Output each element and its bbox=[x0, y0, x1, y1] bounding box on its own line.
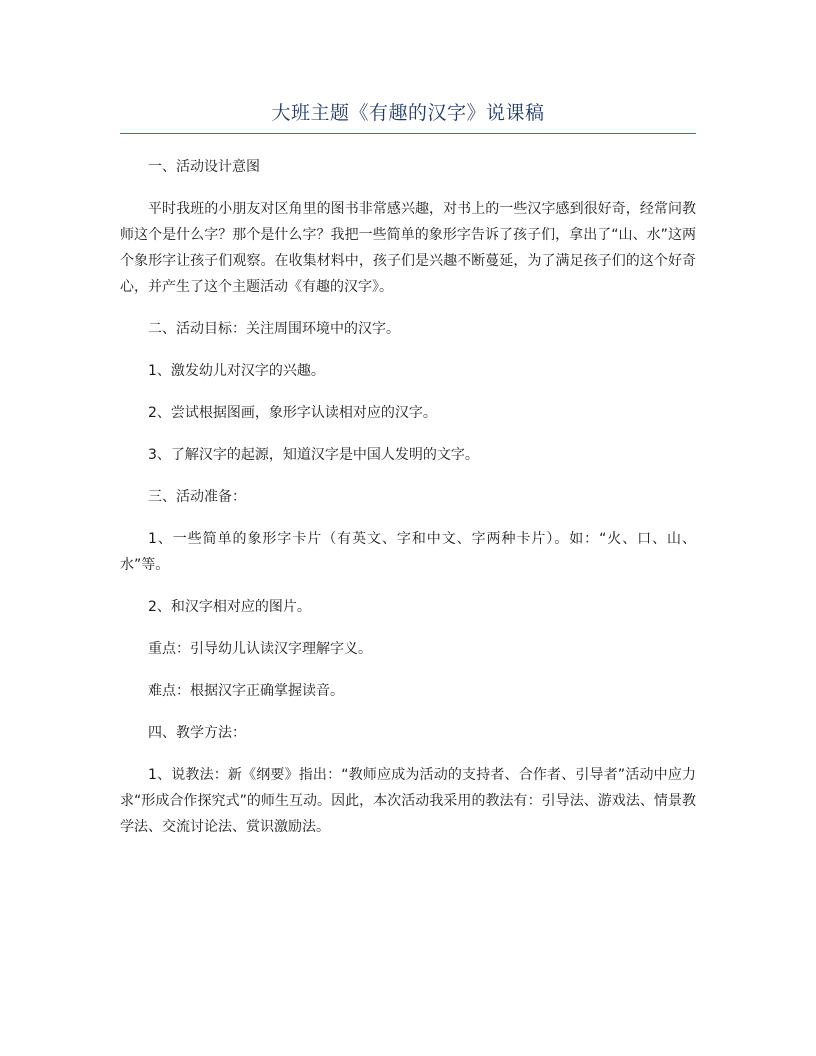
document-title: 大班主题《有趣的汉字》说课稿 bbox=[271, 102, 545, 124]
key-point: 重点：引导幼儿认读汉字理解字义。 bbox=[148, 641, 372, 657]
preparation-item-1: 1、一些简单的象形字卡片（有英文、字和中文、字两种卡片）。如：“火、口、山、水”等。 bbox=[120, 531, 696, 573]
title-divider bbox=[120, 133, 696, 134]
section-heading-preparation: 三、活动准备： bbox=[148, 489, 246, 505]
section-heading-methods: 四、教学方法： bbox=[148, 725, 246, 741]
goal-item-1: 1、激发幼儿对汉字的兴趣。 bbox=[148, 363, 325, 379]
section-heading-goals: 二、活动目标：关注周围环境中的汉字。 bbox=[148, 321, 400, 337]
goal-item-3: 3、了解汉字的起源，知道汉字是中国人发明的文字。 bbox=[148, 447, 479, 463]
goal-item-2: 2、尝试根据图画，象形字认读相对应的汉字。 bbox=[148, 405, 437, 421]
difficult-point: 难点：根据汉字正确掌握读音。 bbox=[148, 683, 344, 699]
preparation-item-2: 2、和汉字相对应的图片。 bbox=[148, 599, 311, 615]
paragraph-design-intent: 平时我班的小朋友对区角里的图书非常感兴趣，对书上的一些汉字感到很好奇，经常问教师这个是什么字？那个是什么字？我把一些简单的象形字告诉了孩子们，拿出了“山、水”这两个象形字让孩子们观察。在收集材料中，孩子们是兴趣不断蔓延，为了满足孩子们的这个好奇心，并产生了这个主题活动《有趣的汉字》。 bbox=[120, 201, 696, 295]
section-heading-design-intent: 一、活动设计意图 bbox=[148, 159, 260, 175]
method-item-1: 1、说教法：新《纲要》指出：“教师应成为活动的支持者、合作者、引导者”活动中应力求“形成合作探究式”的师生互动。因此，本次活动我采用的教法有：引导法、游戏法、情景教学法、交流讨论法、赏识激励法。 bbox=[120, 767, 696, 835]
document-body bbox=[120, 154, 696, 856]
